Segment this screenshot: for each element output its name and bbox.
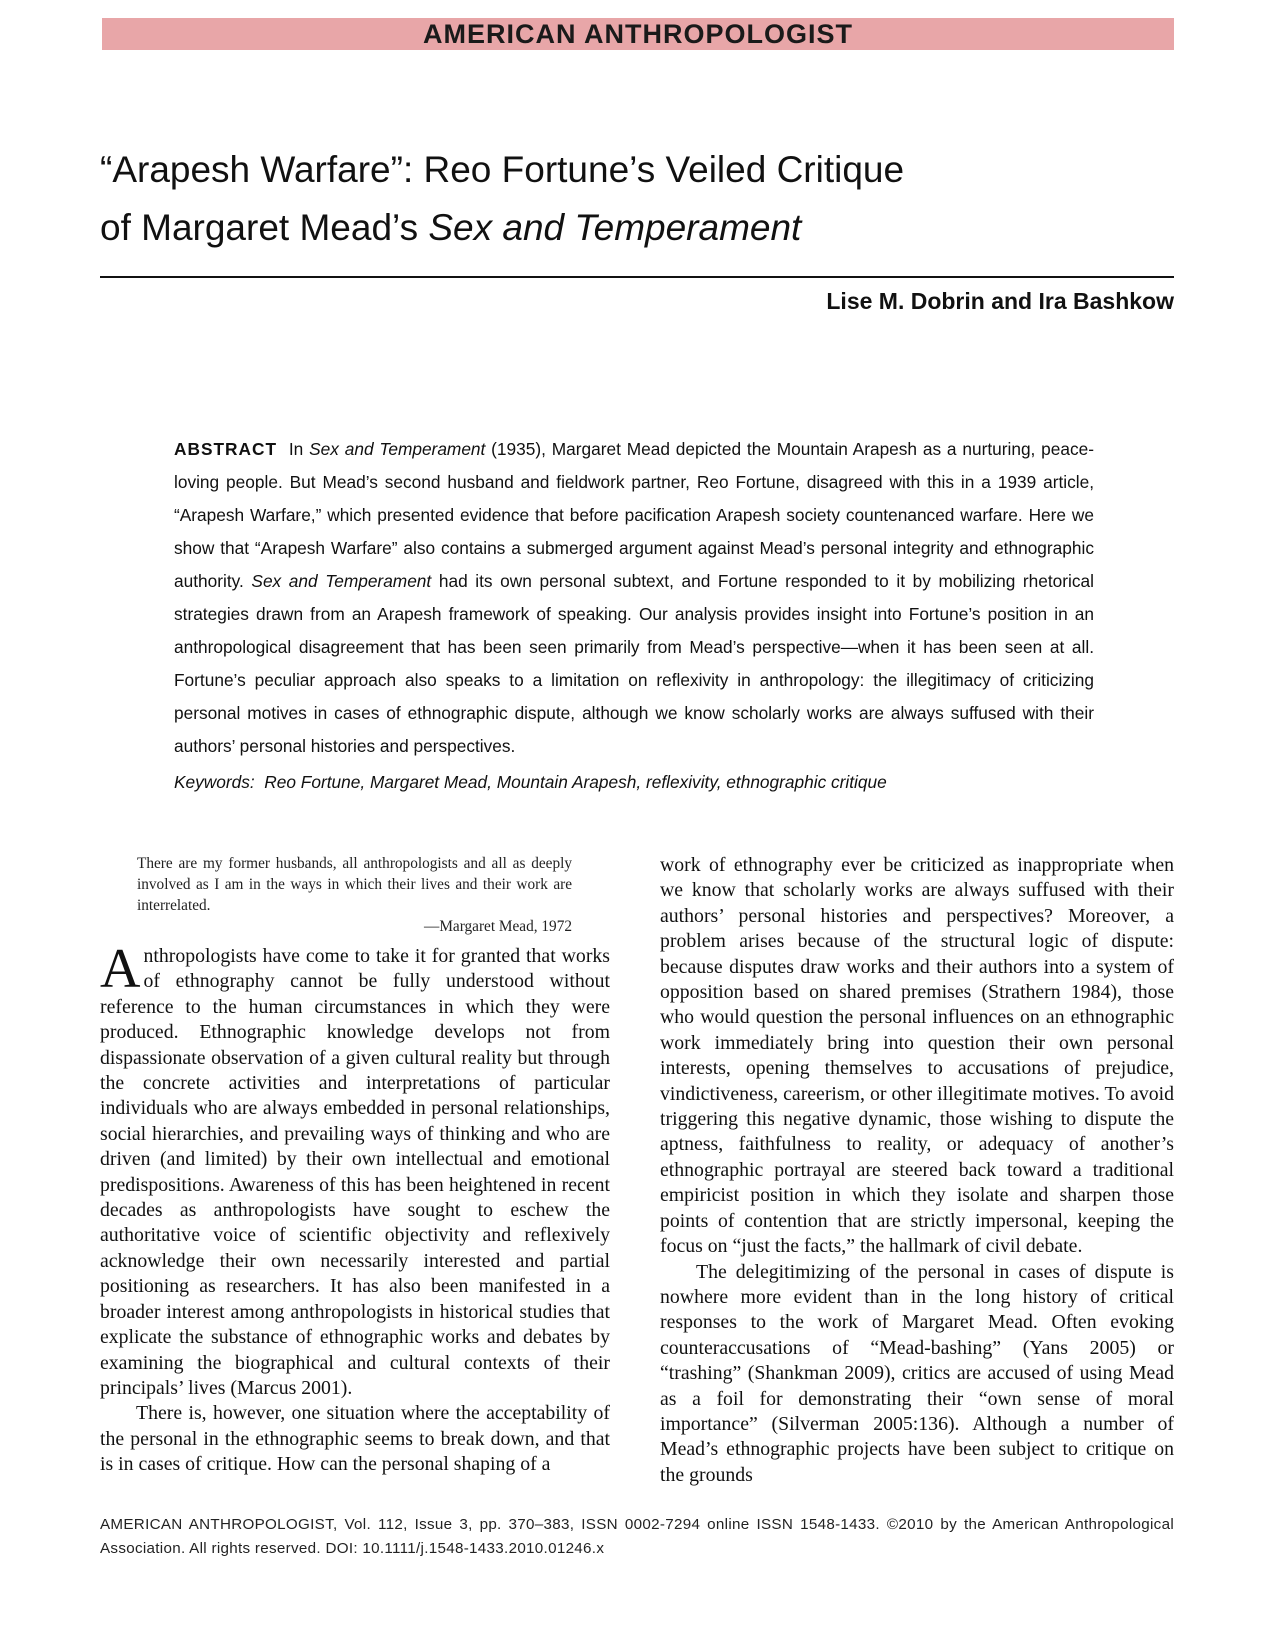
title-line-2-prefix: of Margaret Mead’s bbox=[100, 207, 429, 248]
body-paragraph-2: There is, however, one situation where the acceptability of the personal in the ethnographic seems to break down, and that is in cases of critique. How can the personal shaping of a bbox=[100, 1402, 610, 1476]
journal-banner: AMERICAN ANTHROPOLOGIST bbox=[102, 18, 1174, 50]
keywords-label: Keywords: bbox=[174, 772, 255, 792]
keywords-list: Reo Fortune, Margaret Mead, Mountain Arapesh, reflexivity, ethnographic critique bbox=[264, 772, 887, 792]
abstract-label: ABSTRACT bbox=[174, 439, 278, 459]
epigraph-source: —Margaret Mead, 1972 bbox=[424, 918, 572, 935]
article-title bbox=[100, 141, 1180, 257]
title-line-1: “Arapesh Warfare”: Reo Fortune’s Veiled Critique bbox=[100, 149, 905, 190]
abstract-italic-title-1: Sex and Temperament bbox=[309, 439, 486, 459]
copyright-icon: © bbox=[886, 1516, 899, 1533]
body-paragraph-2-continued: work of ethnography ever be criticized as inappropriate when we know that scholarly works are always suffused with their authors’ personal histories and perspectives? Moreover, a problem arises because of the structural logic of dispute: because disputes draw works and their authors into a system of opposition based on shared premises (Strathern 1984), those who would question the personal influences on an ethnographic work immediately bring into question their own personal interests, opening themselves to accusations of prejudice, vindictiveness, careerism, or other illegitimate motives. To avoid triggering this negative dynamic, those wishing to dispute the aptness, faithfulness to reality, or adequacy of another’s ethnographic portrayal are steered back toward a traditional empiricist position in which they isolate and sharpen those points of contention that are strictly impersonal, keeping the focus on “just the facts,” the hallmark of civil debate. bbox=[660, 854, 1174, 1258]
abstract-italic-title-2: Sex and Temperament bbox=[251, 571, 432, 591]
title-line-2-italic: Sex and Temperament bbox=[428, 207, 802, 248]
title-divider bbox=[100, 276, 1174, 278]
drop-cap: A bbox=[100, 938, 141, 1000]
footer-copyright: 2010 by the American Anthropological Association. All rights reserved. DOI: 10.1111/j.1548-1433.2010.01246.x bbox=[100, 1516, 1174, 1557]
footer-citation: , Vol. 112, Issue 3, pp. 370–383, ISSN 0002-7294 online ISSN 1548-1433. bbox=[332, 1516, 880, 1533]
body-paragraph-1-text: nthropologists have come to take it for granted that works of ethnography cannot be fully understood without reference to the human circumstances in which they were produced. Ethnographic knowledge develops not from dispassionate observation of a given cultural reality but through the concrete activities and interpretations of particular individuals who are always embedded in personal relationships, social hierarchies, and prevailing ways of thinking and who are driven (and limited) by their own intellectual and emotional predispositions. Awareness of this has been heightened in recent decades as anthropologists have sought to eschew the authoritative voice of scientific objectivity and reflexively acknowledge their own necessarily interested and partial positioning as researchers. It has also been manifested in a broader interest among anthropologists in historical studies that explicate the substance of ethnographic works and debates by examining the biographical and cultural contexts of their principals’ lives (Marcus 2001). bbox=[100, 945, 610, 1399]
right-column bbox=[660, 853, 1174, 1488]
article-authors: Lise M. Dobrin and Ira Bashkow bbox=[826, 288, 1174, 314]
keywords bbox=[174, 772, 1094, 793]
body-paragraph-3: The delegitimizing of the personal in cases of dispute is nowhere more evident than in the long history of critical responses to the work of Margaret Mead. Often evoking counteraccusations of “Mead-bashing” (Yans 2005) or “trashing” (Shankman 2009), critics are accused of using Mead as a foil for demonstrating their “own sense of moral importance” (Silverman 2005:136). Although a number of Mead’s ethnographic projects have been subject to critique on the grounds bbox=[660, 1260, 1174, 1486]
footer-journal: AMERICAN ANTHROPOLOGIST bbox=[100, 1516, 333, 1533]
body-paragraph-1 bbox=[100, 938, 610, 1401]
epigraph-quote: There are my former husbands, all anthropologists and all as deeply involved as I am in the ways in which their lives and their work are interrelated. bbox=[137, 855, 572, 914]
abstract-text-2: had its own personal subtext, and Fortune responded to it by mobilizing rhetorical strategies drawn from an Arapesh framework of speaking. Our analysis provides insight into Fortune’s position in an anthropological disagreement that has been seen primarily from Mead’s perspective—when it has been seen at all. Fortune’s peculiar approach also speaks to a limitation on reflexivity in anthropology: the illegitimacy of criticizing personal motives in cases of ethnographic dispute, although we know scholarly works are always suffused with their authors’ personal histories and perspectives. bbox=[174, 571, 1094, 756]
left-column bbox=[100, 853, 610, 1478]
citation-footer bbox=[100, 1513, 1174, 1561]
abstract bbox=[174, 433, 1094, 763]
abstract-text-1: (1935), Margaret Mead depicted the Mountain Arapesh as a nurturing, peace-loving people. But Mead’s second husband and fieldwork partner, Reo Fortune, disagreed with this in a 1939 article, “Arapesh Warfare,” which presented evidence that before pacification Arapesh society countenanced warfare. Here we show that “Arapesh Warfare” also contains a submerged argument against Mead’s personal integrity and ethnographic authority. bbox=[174, 439, 1095, 591]
abstract-lead: In bbox=[288, 439, 304, 459]
